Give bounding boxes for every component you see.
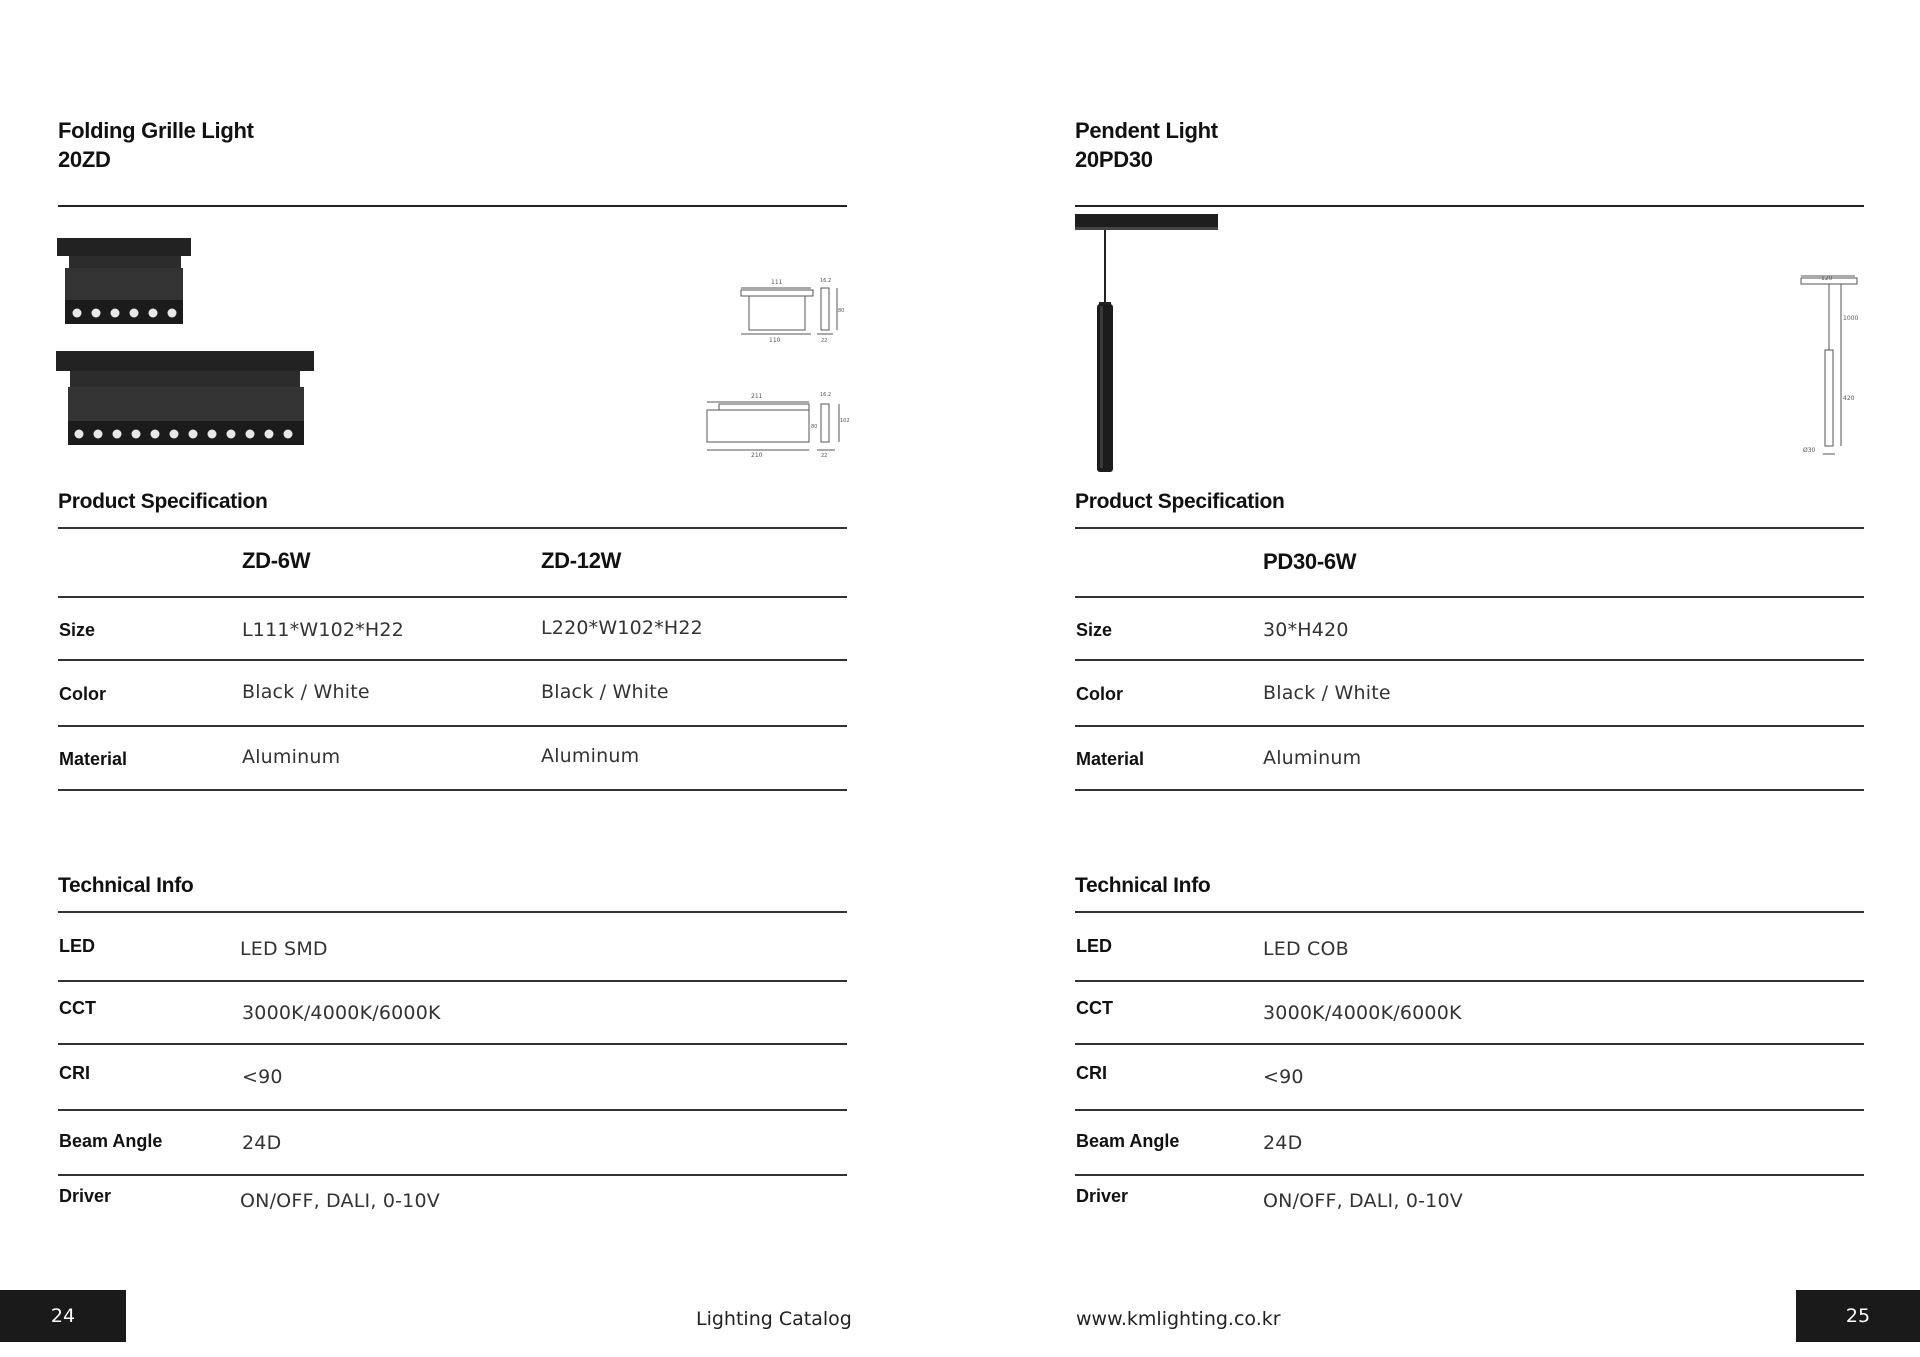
spec-column-header: PD30-6W bbox=[1263, 549, 1357, 574]
spec-row-label: Size bbox=[59, 620, 96, 640]
dim-label: Ø30 bbox=[1803, 447, 1816, 454]
spec-row-label: Size bbox=[1076, 620, 1113, 640]
divider bbox=[58, 1109, 847, 1111]
divider bbox=[1075, 596, 1864, 598]
tech-cell: 3000K/4000K/6000K bbox=[242, 1002, 441, 1024]
divider bbox=[58, 1043, 847, 1045]
dim-label: 120 bbox=[1821, 275, 1833, 282]
dim-label: 80 bbox=[838, 308, 845, 314]
divider bbox=[1075, 725, 1864, 727]
spec-cell: 30*H420 bbox=[1263, 619, 1349, 641]
tech-cell: <90 bbox=[1263, 1066, 1304, 1088]
pd30-drawing bbox=[1795, 270, 1895, 460]
tech-cell: LED COB bbox=[1263, 938, 1349, 960]
dim-label: 110 bbox=[769, 337, 781, 344]
tech-cell: ON/OFF, DALI, 0-10V bbox=[1263, 1190, 1463, 1212]
tech-cell: <90 bbox=[242, 1066, 283, 1088]
spec-row-label: Material bbox=[1076, 749, 1145, 769]
divider bbox=[1075, 527, 1864, 529]
footer-catalog-title: Lighting Catalog bbox=[696, 1308, 852, 1330]
divider bbox=[58, 659, 847, 661]
divider bbox=[58, 527, 847, 529]
dim-label: 211 bbox=[751, 393, 763, 400]
spec-cell: L111*W102*H22 bbox=[242, 619, 404, 641]
divider bbox=[1075, 911, 1864, 913]
tech-row-label: Beam Angle bbox=[1076, 1131, 1180, 1151]
product-code: 20PD30 bbox=[1075, 147, 1153, 172]
tech-heading: Technical Info bbox=[1075, 874, 1211, 897]
tech-cell: ON/OFF, DALI, 0-10V bbox=[240, 1190, 440, 1212]
tech-row-label: Beam Angle bbox=[59, 1131, 163, 1151]
pd30-photo bbox=[1075, 214, 1220, 474]
dim-label: 22 bbox=[821, 338, 828, 344]
footer-website: www.kmlighting.co.kr bbox=[1076, 1308, 1281, 1330]
spec-cell: Aluminum bbox=[1263, 747, 1362, 769]
dim-label: 420 bbox=[1843, 395, 1855, 402]
title-divider bbox=[58, 205, 847, 207]
product-name: Pendent Light bbox=[1075, 118, 1218, 143]
divider bbox=[58, 596, 847, 598]
page-number: 24 bbox=[0, 1290, 126, 1342]
zd-12w-photo bbox=[56, 351, 316, 449]
spec-heading: Product Specification bbox=[1075, 490, 1285, 513]
tech-cell: 3000K/4000K/6000K bbox=[1263, 1002, 1462, 1024]
dim-label: 111 bbox=[771, 279, 783, 286]
zd-6w-photo bbox=[57, 238, 192, 330]
divider bbox=[58, 725, 847, 727]
page-number: 25 bbox=[1796, 1290, 1920, 1342]
dim-label: 102 bbox=[840, 418, 850, 424]
spec-row-label: Material bbox=[59, 749, 128, 769]
divider bbox=[58, 1174, 847, 1176]
divider bbox=[1075, 1109, 1864, 1111]
spec-cell: Black / White bbox=[541, 681, 669, 703]
spec-heading: Product Specification bbox=[58, 490, 268, 513]
spec-row-label: Color bbox=[59, 684, 106, 704]
divider bbox=[58, 980, 847, 982]
zd-12w-drawing bbox=[703, 388, 848, 458]
dim-label: 16.2 bbox=[820, 278, 832, 284]
divider bbox=[1075, 659, 1864, 661]
spec-cell: Aluminum bbox=[541, 745, 640, 767]
dim-label: 16.2 bbox=[820, 392, 832, 398]
tech-cell: LED SMD bbox=[240, 938, 328, 960]
spec-cell: Aluminum bbox=[242, 746, 341, 768]
product-name: Folding Grille Light bbox=[58, 118, 254, 143]
product-code: 20ZD bbox=[58, 147, 111, 172]
tech-heading: Technical Info bbox=[58, 874, 194, 897]
title-divider bbox=[1075, 205, 1864, 207]
tech-cell: 24D bbox=[242, 1132, 282, 1154]
spec-cell: Black / White bbox=[242, 681, 370, 703]
tech-row-label: Driver bbox=[1076, 1186, 1129, 1206]
zd-6w-drawing bbox=[735, 272, 845, 344]
spec-column-header: ZD-12W bbox=[541, 548, 622, 573]
tech-row-label: LED bbox=[1076, 936, 1112, 956]
divider bbox=[58, 911, 847, 913]
spec-cell: L220*W102*H22 bbox=[541, 617, 703, 639]
tech-row-label: CCT bbox=[1076, 998, 1113, 1018]
dim-label: 80 bbox=[811, 424, 818, 430]
tech-row-label: CRI bbox=[1076, 1063, 1107, 1083]
spec-column-header: ZD-6W bbox=[242, 548, 311, 573]
divider bbox=[1075, 980, 1864, 982]
dim-label: 1000 bbox=[1843, 315, 1859, 322]
tech-row-label: Driver bbox=[59, 1186, 112, 1206]
right-page bbox=[960, 0, 1920, 1357]
product-title bbox=[58, 116, 254, 174]
tech-row-label: LED bbox=[59, 936, 95, 956]
dim-label: 22 bbox=[821, 453, 828, 459]
tech-row-label: CCT bbox=[59, 998, 96, 1018]
divider bbox=[58, 789, 847, 791]
divider bbox=[1075, 1043, 1864, 1045]
spec-cell: Black / White bbox=[1263, 682, 1391, 704]
tech-cell: 24D bbox=[1263, 1132, 1303, 1154]
divider bbox=[1075, 1174, 1864, 1176]
spec-row-label: Color bbox=[1076, 684, 1123, 704]
dim-label: 210 bbox=[751, 452, 763, 459]
product-title bbox=[1075, 116, 1218, 174]
tech-row-label: CRI bbox=[59, 1063, 90, 1083]
divider bbox=[1075, 789, 1864, 791]
